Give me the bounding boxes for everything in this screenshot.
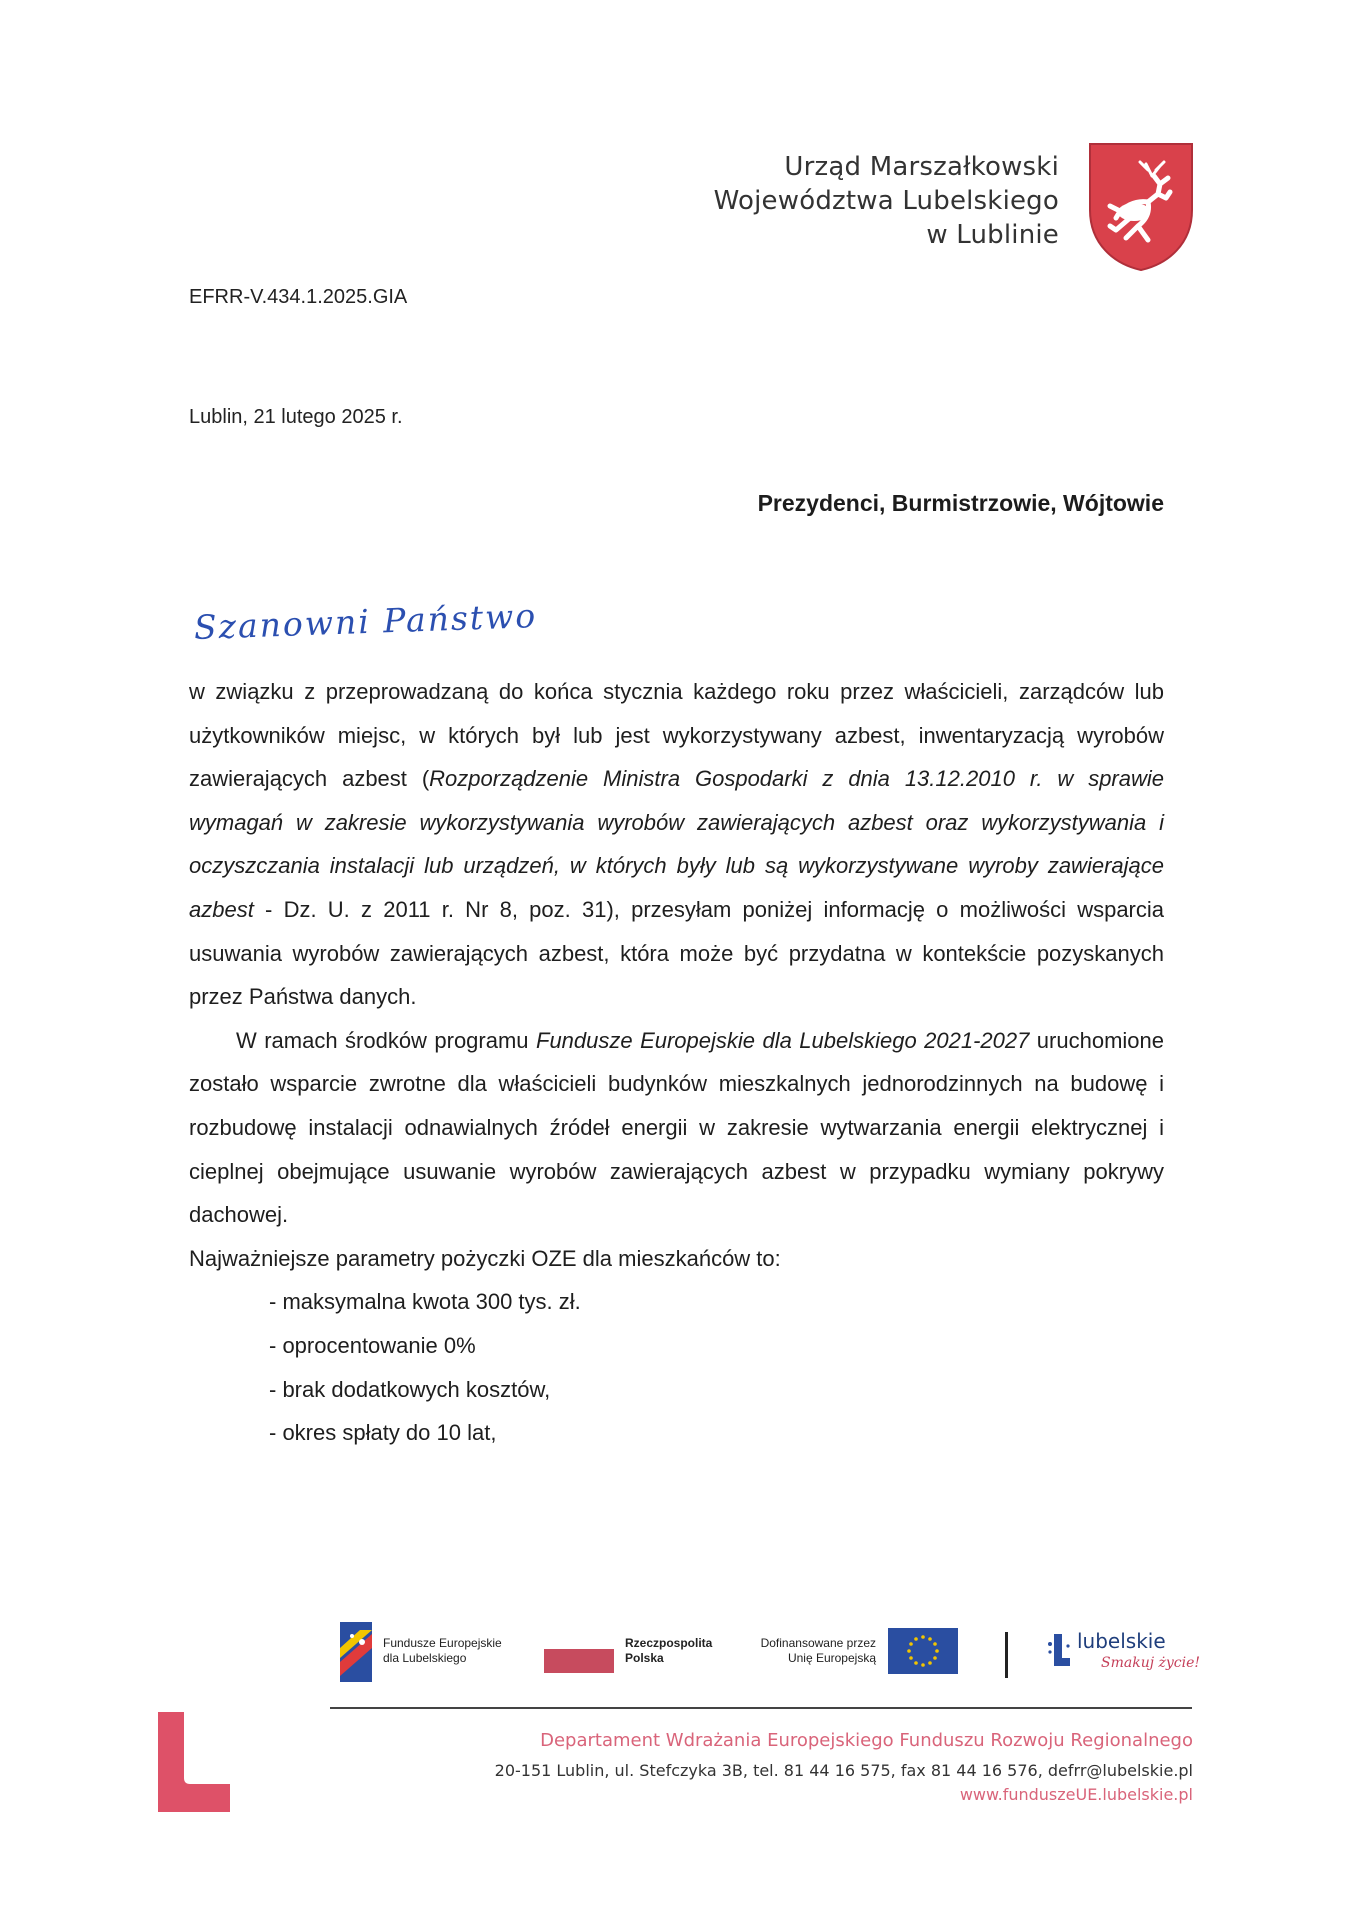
letter-body bbox=[189, 670, 1164, 1455]
letter-date: Lublin, 21 lutego 2025 r. bbox=[189, 406, 403, 428]
fe-label-line-1: Fundusze Europejskie bbox=[383, 1636, 502, 1650]
lubelskie-tagline: Smakuj życie! bbox=[1101, 1655, 1201, 1671]
office-name-line-3: w Lublinie bbox=[926, 220, 1059, 250]
addressee: Prezydenci, Burmistrzowie, Wójtowie bbox=[757, 490, 1164, 516]
list-item: - oprocentowanie 0% bbox=[269, 1332, 476, 1358]
rzeczpospolita-label bbox=[625, 1636, 712, 1666]
eu-cofinance-label bbox=[744, 1636, 876, 1666]
p1-text-c: - Dz. U. z 2011 r. Nr 8, poz. 31), przesyłam poniżej informację o możliwości wsparcia usuwania wyrobów zawierających azbest, która może być przydatna w kontekście pozyskanych przez Państwa danych. bbox=[189, 896, 1164, 1010]
contact-details: 20-151 Lublin, ul. Stefczyka 3B, tel. 81 44 16 575, fax 81 44 16 576, defrr@lubelskie.pl bbox=[494, 1761, 1193, 1780]
rp-label-line-1: Rzeczpospolita bbox=[625, 1636, 713, 1650]
office-name-line-1: Urząd Marszałkowski bbox=[784, 152, 1059, 182]
fundusze-europejskie-logo-icon bbox=[340, 1622, 372, 1682]
paragraph-1 bbox=[189, 670, 1164, 1019]
p2-program-name: Fundusze Europejskie dla Lubelskiego 2021-2027 bbox=[536, 1027, 1030, 1053]
logo-divider bbox=[1005, 1632, 1008, 1678]
polish-flag-icon bbox=[544, 1649, 614, 1673]
params-list bbox=[189, 1280, 1164, 1454]
p1-text-a: w związku z przeprowadzaną do końca stycznia każdego roku przez właścicieli, zarządców lub użytkowników miejsc, w których był lub jest wykorzystywany azbest, inwentaryzacją wyrobów zawierających azbest ( bbox=[189, 679, 1164, 792]
lubelskie-logo-icon bbox=[1048, 1630, 1072, 1674]
ue-label-line-2: Unię Europejską bbox=[787, 1651, 876, 1665]
office-name bbox=[714, 150, 1059, 252]
department-name: Departament Wdrażania Europejskiego Funduszu Rozwoju Regionalnego bbox=[540, 1730, 1193, 1751]
fe-label-line-2: dla Lubelskiego bbox=[383, 1651, 467, 1665]
region-letter-l-icon bbox=[158, 1712, 230, 1812]
p2-text-c: uruchomione zostało wsparcie zwrotne dla właścicieli budynków mieszkalnych jednorodzinnych na budowę i rozbudowę instalacji odnawialnych źródeł energii w zakresie wytwarzania energii elektrycznej i cieplnej obejmujące usuwanie wyrobów zawierających azbest w przypadku wymiany pokrywy dachowej. bbox=[189, 1027, 1164, 1228]
p2-text-a: W ramach środków programu bbox=[236, 1027, 536, 1053]
office-name-line-2: Województwa Lubelskiego bbox=[713, 186, 1059, 216]
reference-number: EFRR-V.434.1.2025.GIA bbox=[189, 286, 408, 308]
rp-label-line-2: Polska bbox=[625, 1651, 664, 1665]
coat-of-arms-icon bbox=[1086, 140, 1196, 272]
paragraph-2 bbox=[189, 1019, 1164, 1237]
fundusze-europejskie-label bbox=[383, 1636, 502, 1666]
footer-divider bbox=[330, 1707, 1192, 1709]
eu-flag-icon bbox=[888, 1628, 958, 1674]
website-link[interactable]: www.funduszeUE.lubelskie.pl bbox=[959, 1785, 1193, 1804]
p1-regulation-title: Rozporządzenie Ministra Gospodarki z dnia 13.12.2010 r. w sprawie wymagań w zakresie wykorzystywania wyrobów zawierających azbest oraz wykorzystywania i oczyszczania instalacji lub urządzeń, w których były lub są wykorzystywane wyroby zawierające azbest bbox=[189, 766, 1164, 922]
list-item: - brak dodatkowych kosztów, bbox=[269, 1376, 551, 1402]
handwritten-salutation: Szanowni Państwo bbox=[193, 596, 538, 647]
lubelskie-wordmark: lubelskie bbox=[1077, 1629, 1166, 1653]
list-item: - okres spłaty do 10 lat, bbox=[269, 1420, 497, 1446]
list-item: - maksymalna kwota 300 tys. zł. bbox=[269, 1289, 581, 1315]
ue-label-line-1: Dofinansowane przez bbox=[760, 1636, 876, 1650]
params-intro: Najważniejsze parametry pożyczki OZE dla mieszkańców to: bbox=[189, 1245, 781, 1271]
